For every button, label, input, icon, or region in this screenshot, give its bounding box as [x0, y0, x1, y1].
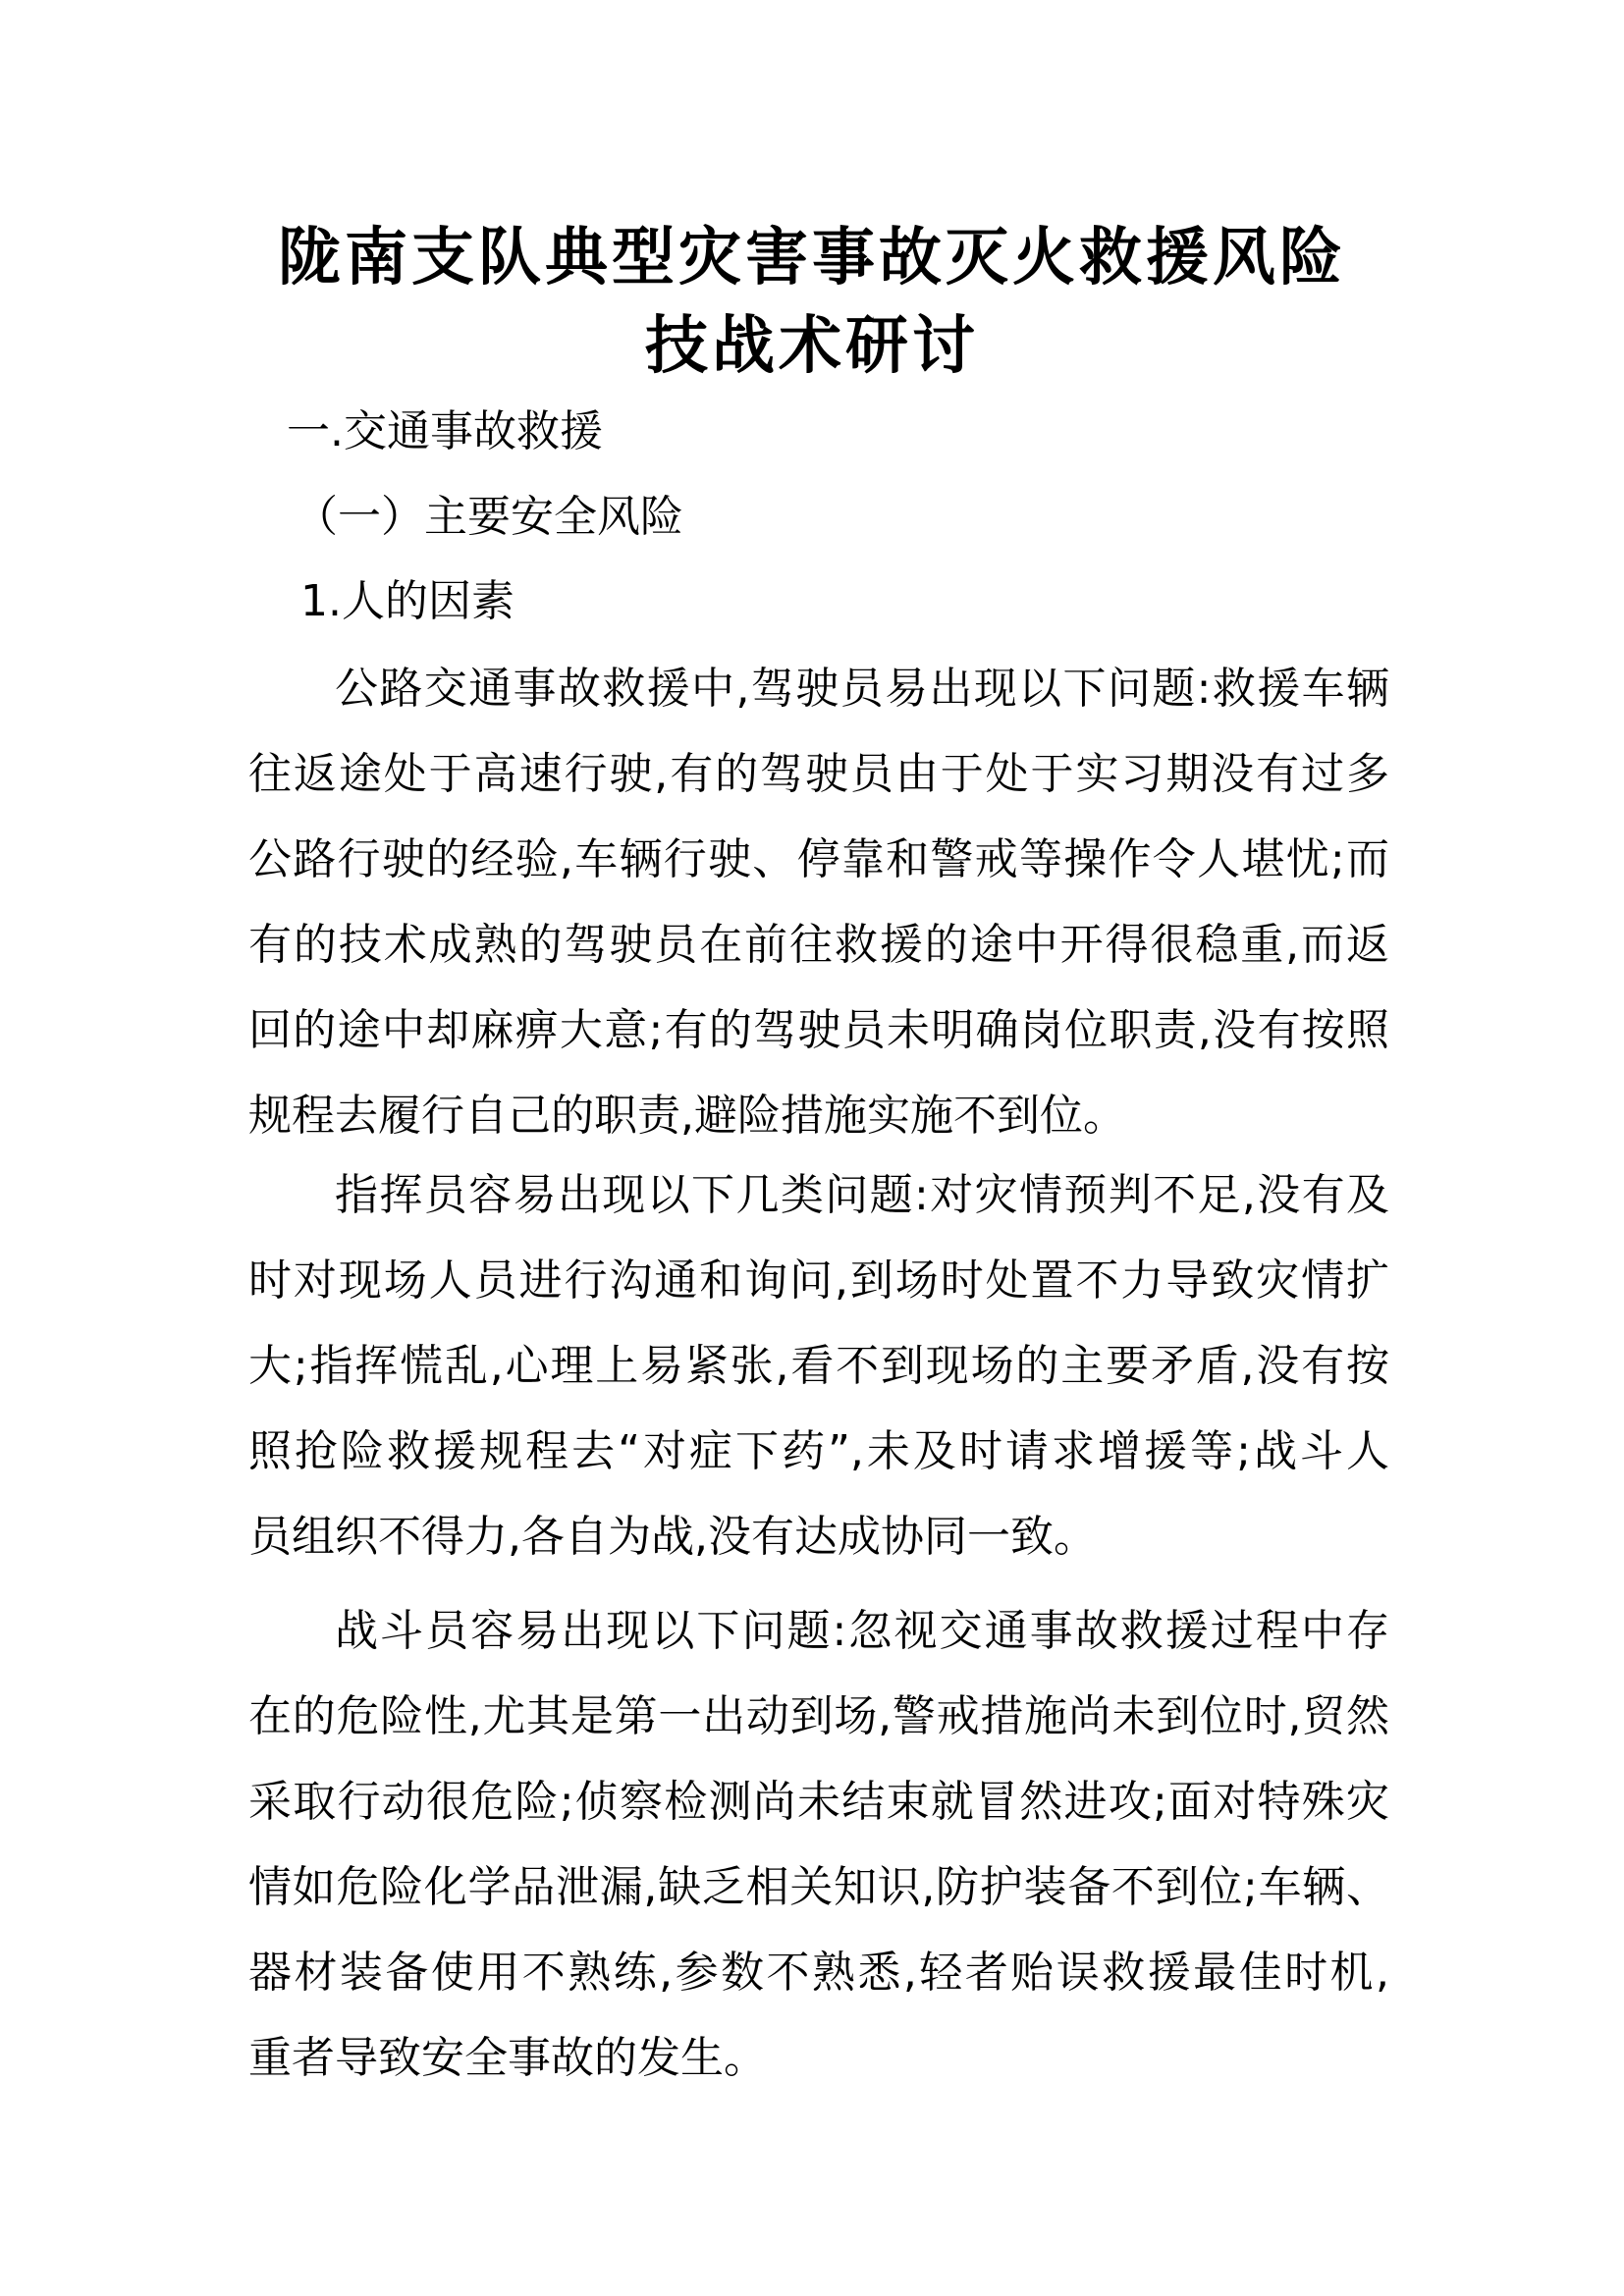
- paragraph-line: 指挥员容易出现以下几类问题:对灾情预判不足,没有及: [335, 1170, 1389, 1220]
- paragraph-line: 规程去履行自己的职责,避险措施实施不到位。: [248, 1091, 1126, 1141]
- paragraph-line: 往返途处于高速行驶,有的驾驶员由于处于实习期没有过多: [248, 749, 1389, 799]
- paragraph-fighter: [248, 1588, 1389, 2101]
- paragraph-line: 公路行驶的经验,车辆行驶、停靠和警戒等操作令人堪忧;而: [248, 834, 1389, 884]
- paragraph-line: 情如危险化学品泄漏,缺乏相关知识,防护装备不到位;车辆、: [248, 1862, 1389, 1912]
- section-heading: 一.交通事故救援: [287, 406, 603, 456]
- paragraph-line: 照抢险救援规程去“对症下药”,未及时请求增援等;战斗人: [248, 1426, 1389, 1476]
- paragraph-line: 战斗员容易出现以下问题:忽视交通事故救援过程中存: [335, 1606, 1389, 1656]
- paragraph-line: 在的危险性,尤其是第一出动到场,警戒措施尚未到位时,贸然: [248, 1691, 1389, 1741]
- paragraph-line: 公路交通事故救援中,驾驶员易出现以下问题:救援车辆: [335, 664, 1389, 714]
- paragraph-line: 采取行动很危险;侦察检测尚未结束就冒然进攻;面对特殊灾: [248, 1777, 1389, 1827]
- paragraph-line: 器材装备使用不熟练,参数不熟悉,轻者贻误救援最佳时机,: [248, 1948, 1389, 1998]
- paragraph-line: 时对现场人员进行沟通和询问,到场时处置不力导致灾情扩: [248, 1255, 1389, 1306]
- paragraph-line: 有的技术成熟的驾驶员在前往救援的途中开得很稳重,而返: [248, 920, 1389, 970]
- paragraph-driver: [248, 646, 1389, 1158]
- paragraph-commander: [248, 1152, 1389, 1579]
- paragraph-line: 重者导致安全事故的发生。: [248, 2033, 767, 2083]
- paragraph-line: 员组织不得力,各自为战,没有达成协同一致。: [248, 1512, 1097, 1562]
- document-title-line-1: 陇南支队典型灾害事故灭火救援风险: [278, 222, 1346, 294]
- item-heading: 1.人的因素: [300, 576, 514, 626]
- subsection-heading: （一）主要安全风险: [295, 492, 683, 542]
- document-title-line-2: 技战术研讨: [645, 310, 979, 383]
- paragraph-line: 回的途中却麻痹大意;有的驾驶员未明确岗位职责,没有按照: [248, 1005, 1389, 1055]
- paragraph-line: 大;指挥慌乱,心理上易紧张,看不到现场的主要矛盾,没有按: [248, 1341, 1389, 1391]
